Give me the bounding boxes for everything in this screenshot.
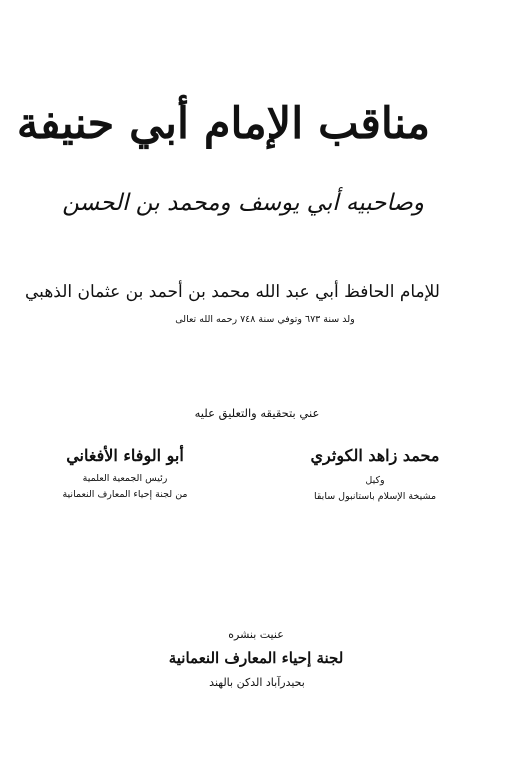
editor-left (50, 446, 200, 500)
author-line: للإمام الحافظ أبي عبد الله محمد بن أحمد بن عثمان الذهبي (25, 282, 440, 302)
book-subtitle: وصاحبيه أبي يوسف ومحمد بن الحسن (62, 190, 424, 216)
book-title: مناقب الإمام أبي حنيفة (16, 99, 430, 149)
editor-right (300, 446, 450, 502)
editor-left-role: رئيس الجمعية العلمية (82, 473, 168, 484)
publisher-name: لجنة إحياء المعارف النعمانية (168, 649, 344, 667)
author-dates: ولد سنة ٦٧٣ وتوفي سنة ٧٤٨ رحمه الله تعالى (175, 314, 355, 325)
editor-right-role-detail: مشيخة الإسلام باستانبول سابقا (313, 491, 437, 502)
editor-left-role-detail: من لجنة إحياء المعارف النعمانية (62, 489, 188, 500)
editor-left-name: أبو الوفاء الأفغاني (66, 446, 184, 465)
editors-intro: عني بتحقيقه والتعليق عليه (194, 406, 320, 420)
editor-right-name: محمد زاهد الكوثري (310, 446, 440, 465)
editor-right-role: وكيل (365, 475, 385, 486)
publisher-intro: عنيت بنشره (228, 628, 284, 641)
publisher-place: بحيدرآباد الدكن بالهند (209, 676, 305, 689)
